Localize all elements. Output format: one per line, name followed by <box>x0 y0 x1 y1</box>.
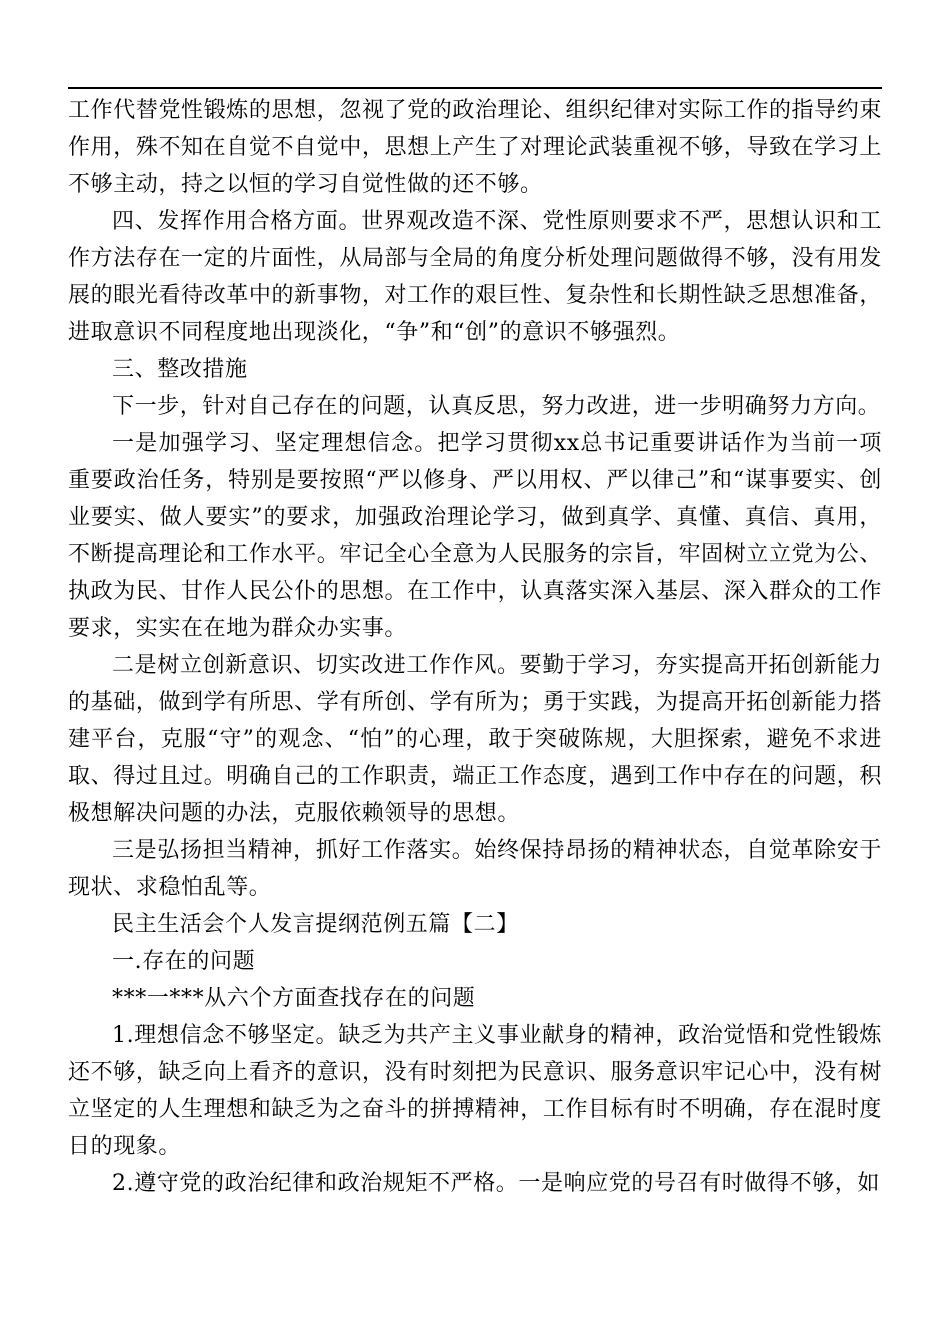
heading-six-aspects: ***一***从六个方面查找存在的问题 <box>112 986 476 1011</box>
document-body <box>68 92 882 1202</box>
heading-existing-problems: 一.存在的问题 <box>112 949 256 974</box>
paragraph-continuation: 工作代替党性锻炼的思想，忽视了党的政治理论、组织纪律对实际工作的指导约束作用，殊不知在自觉不自觉中，思想上产生了对理论武装重视不够，导致在学习上不够主动，持之以恒的学习自觉性做的还不够。 <box>68 98 882 197</box>
heading-rectification-measures: 三、整改措施 <box>112 357 248 382</box>
paragraph-measure-one: 一是加强学习、坚定理想信念。把学习贯彻xx总书记重要讲话作为当前一项重要政治任务，特别是要按照“严以修身、严以用权、严以律己”和“谋事要实、创业要实、做人要实”的要求，加强政治理论学习，做到真学、真懂、真信、真用，不断提高理论和工作水平。牢记全心全意为人民服务的宗旨，牢固树立立党为公、执政为民、甘作人民公仆的思想。在工作中，认真落实深入基层、深入群众的工作要求，实实在在地为群众办实事。 <box>68 431 882 641</box>
heading-example-two: 民主生活会个人发言提纲范例五篇【二】 <box>112 912 519 937</box>
paragraph-item-two: 2.遵守党的政治纪律和政治规矩不严格。一是响应党的号召有时做得不够，如 <box>112 1171 880 1196</box>
paragraph-measure-three: 三是弘扬担当精神，抓好工作落实。始终保持昂扬的精神状态，自觉革除安于现状、求稳怕乱等。 <box>68 838 882 900</box>
paragraph-section-four: 四、发挥作用合格方面。世界观改造不深、党性原则要求不严，思想认识和工作方法存在一定的片面性，从局部与全局的角度分析处理问题做得不够，没有用发展的眼光看待改革中的新事物，对工作的艰巨性、复杂性和长期性缺乏思想准备，进取意识不同程度地出现淡化，“争”和“创”的意识不够强烈。 <box>68 209 882 345</box>
header-rule <box>68 87 882 89</box>
paragraph-next-step: 下一步，针对自己存在的问题，认真反思，努力改进，进一步明确努力方向。 <box>112 394 881 419</box>
paragraph-item-one: 1.理想信念不够坚定。缺乏为共产主义事业献身的精神，政治觉悟和党性锻炼还不够，缺乏向上看齐的意识，没有时刻把为民意识、服务意识牢记心中，没有树立坚定的人生理想和缺乏为之奋斗的拼搏精神，工作目标有时不明确，存在混时度日的现象。 <box>68 1023 882 1159</box>
paragraph-measure-two: 二是树立创新意识、切实改进工作作风。要勤于学习，夯实提高开拓创新能力的基础，做到学有所思、学有所创、学有所为；勇于实践，为提高开拓创新能力搭建平台，克服“守”的观念、“怕”的心理，敢于突破陈规，大胆探索，避免不求进取、得过且过。明确自己的工作职责，端正工作态度，遇到工作中存在的问题，积极想解决问题的办法，克服依赖领导的思想。 <box>68 653 882 826</box>
